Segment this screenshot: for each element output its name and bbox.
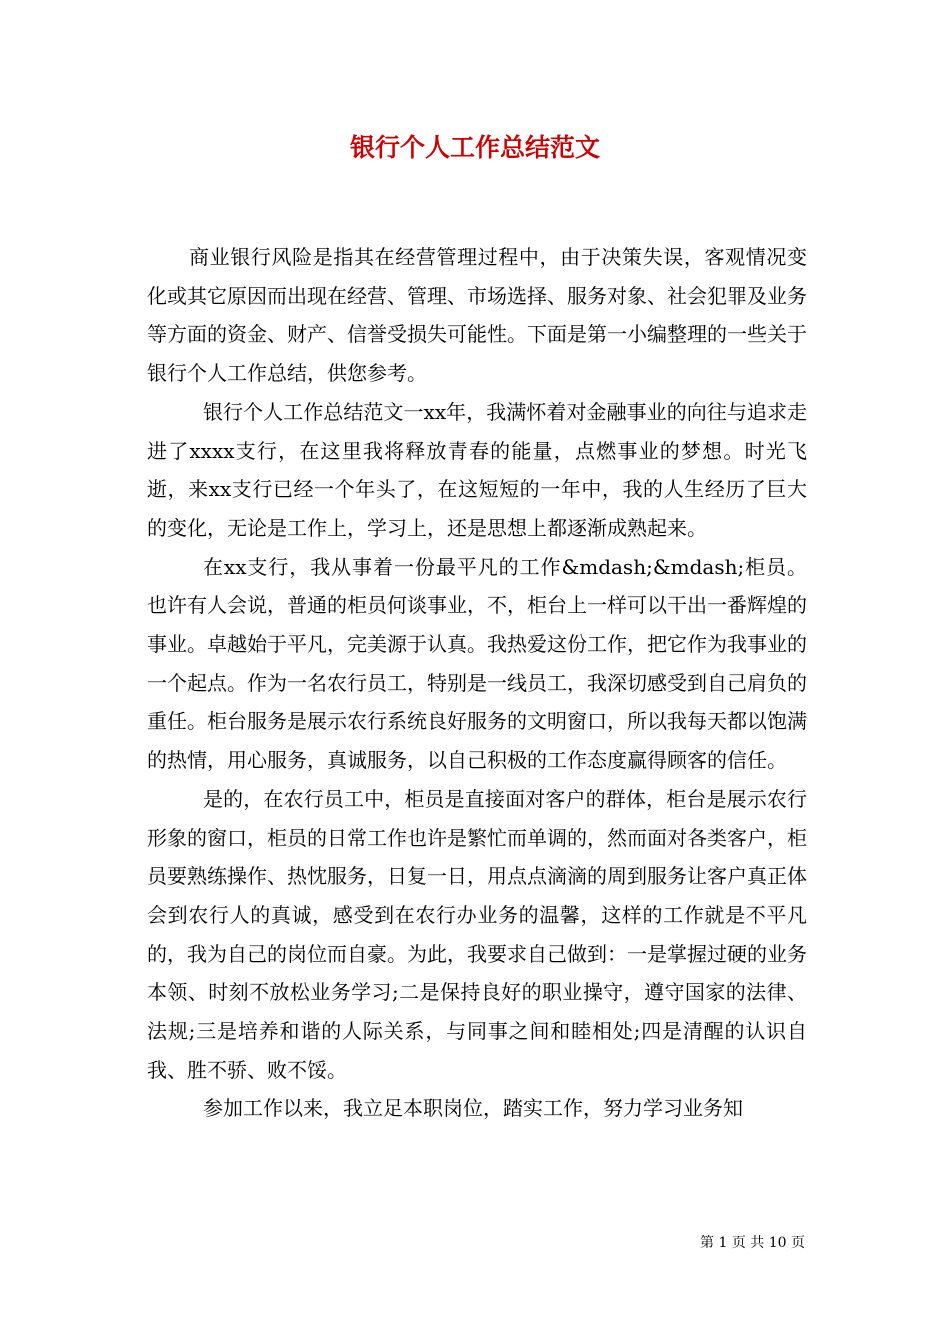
paragraph-example-one: 银行个人工作总结范文一xx年，我满怀着对金融事业的向往与追求走进了xxxx支行，在这里我将释放青春的能量，点燃事业的梦想。时光飞逝，来xx支行已经一个年头了，在这短短的一年中，我的人生经历了巨大的变化，无论是工作上，学习上，还是思想上都逐渐成熟起来。 bbox=[147, 399, 807, 540]
paragraph-teller-work: 在xx支行，我从事着一份最平凡的工作&mdash;&mdash;柜员。也许有人会说，普通的柜员何谈事业，不，柜台上一样可以干出一番辉煌的事业。卓越始于平凡，完美源于认真。我热爱这份工作，把它作为我事业的一个起点。作为一名农行员工，特别是一线员工，我深切感受到自己肩负的重任。柜台服务是展示农行系统良好服务的文明窗口，所以我每天都以饱满的热情，用心服务，真诚服务，以自己积极的工作态度赢得顾客的信任。 bbox=[147, 554, 807, 773]
document-body bbox=[147, 238, 807, 1128]
document-title: 银行个人工作总结范文 bbox=[349, 133, 600, 162]
paragraph-intro: 商业银行风险是指其在经营管理过程中，由于决策失误，客观情况变化或其它原因而出现在经营、管理、市场选择、服务对象、社会犯罪及业务等方面的资金、财产、信誉受损失可能性。下面是第一小编整理的一些关于银行个人工作总结，供您参考。 bbox=[147, 245, 807, 386]
paragraph-teller-role: 是的，在农行员工中，柜员是直接面对客户的群体，柜台是展示农行形象的窗口，柜员的日常工作也许是繁忙而单调的，然而面对各类客户，柜员要熟练操作、热忱服务，日复一日，用点点滴滴的周到服务让客户真正体会到农行人的真诚，感受到在农行办业务的温馨，这样的工作就是不平凡的，我为自己的岗位而自豪。为此，我要求自己做到：一是掌握过硬的业务本领、时刻不放松业务学习;二是保持良好的职业操守，遵守国家的法律、法规;三是培养和谐的人际关系，与同事之间和睦相处;四是清醒的认识自我、胜不骄、败不馁。 bbox=[147, 786, 807, 1082]
paragraph-work-since: 参加工作以来，我立足本职岗位，踏实工作，努力学习业务知 bbox=[203, 1096, 743, 1121]
page-number: 第 1 页 共 10 页 bbox=[700, 1235, 805, 1251]
